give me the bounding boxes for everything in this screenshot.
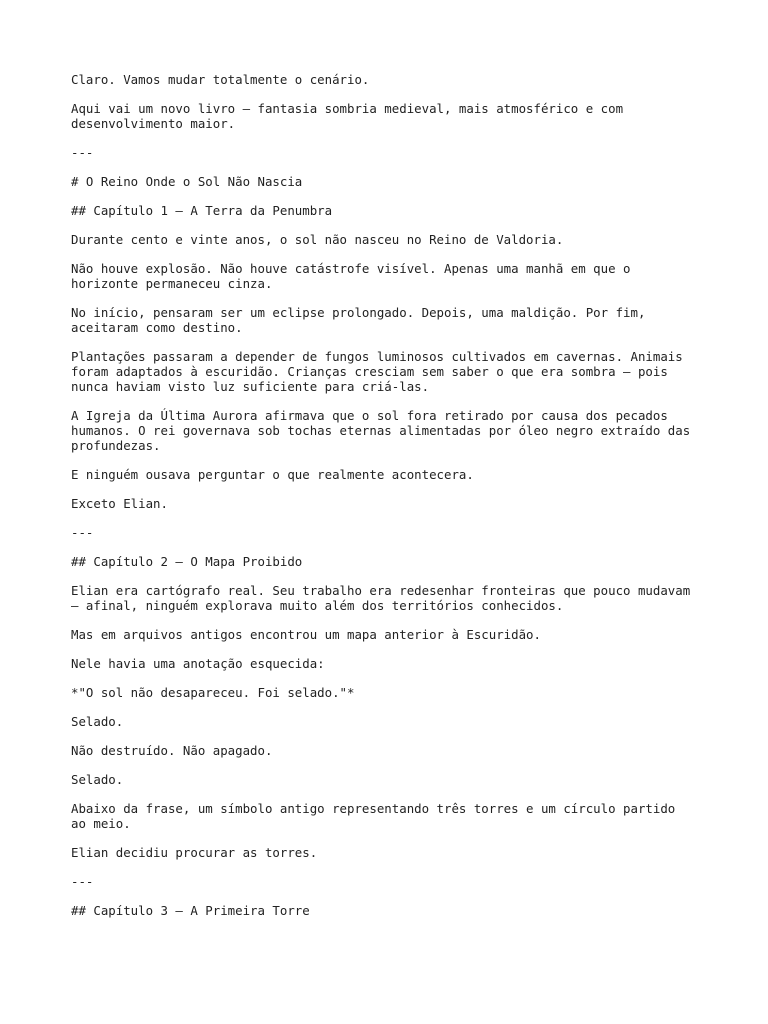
paragraph: Selado. <box>71 772 124 787</box>
paragraph: Não houve explosão. Não houve catástrofe visível. Apenas uma manhã em que o horizonte permaneceu cinza. <box>71 261 631 291</box>
intro-description: Aqui vai um novo livro — fantasia sombria medieval, mais atmosférico e com desenvolvimento maior. <box>71 101 624 131</box>
paragraph: Não destruído. Não apagado. <box>71 743 273 758</box>
paragraph: Elian decidiu procurar as torres. <box>71 845 318 860</box>
paragraph: Exceto Elian. <box>71 496 168 511</box>
paragraph: Selado. <box>71 714 124 729</box>
paragraph: A Igreja da Última Aurora afirmava que o sol fora retirado por causa dos pecados humanos. O rei governava sob tochas eternas alimentadas por óleo negro extraído das profundezas. <box>71 408 691 453</box>
quote: *"O sol não desapareceu. Foi selado."* <box>71 685 355 700</box>
paragraph: Plantações passaram a depender de fungos luminosos cultivados em cavernas. Animais foram adaptados à escuridão. Crianças cresciam sem saber o que era sombra — pois nunca haviam visto luz suficiente para criá-las. <box>71 349 683 394</box>
paragraph: Nele havia uma anotação esquecida: <box>71 656 325 671</box>
chapter-3-heading: ## Capítulo 3 — A Primeira Torre <box>71 903 310 918</box>
intro-line: Claro. Vamos mudar totalmente o cenário. <box>71 72 370 87</box>
separator: --- <box>71 874 94 889</box>
paragraph: Mas em arquivos antigos encontrou um mapa anterior à Escuridão. <box>71 627 541 642</box>
chapter-1-heading: ## Capítulo 1 — A Terra da Penumbra <box>71 203 333 218</box>
book-title: # O Reino Onde o Sol Não Nascia <box>71 174 303 189</box>
paragraph: Elian era cartógrafo real. Seu trabalho era redesenhar fronteiras que pouco mudavam — afinal, ninguém explorava muito além dos territórios conhecidos. <box>71 583 691 613</box>
paragraph: No início, pensaram ser um eclipse prolongado. Depois, uma maldição. Por fim, aceitaram como destino. <box>71 305 646 335</box>
chapter-2-heading: ## Capítulo 2 — O Mapa Proibido <box>71 554 303 569</box>
paragraph: Durante cento e vinte anos, o sol não nasceu no Reino de Valdoria. <box>71 232 564 247</box>
document-body <box>71 72 711 932</box>
separator: --- <box>71 525 94 540</box>
separator: --- <box>71 145 94 160</box>
paragraph: Abaixo da frase, um símbolo antigo representando três torres e um círculo partido ao meio. <box>71 801 676 831</box>
paragraph: E ninguém ousava perguntar o que realmente acontecera. <box>71 467 474 482</box>
